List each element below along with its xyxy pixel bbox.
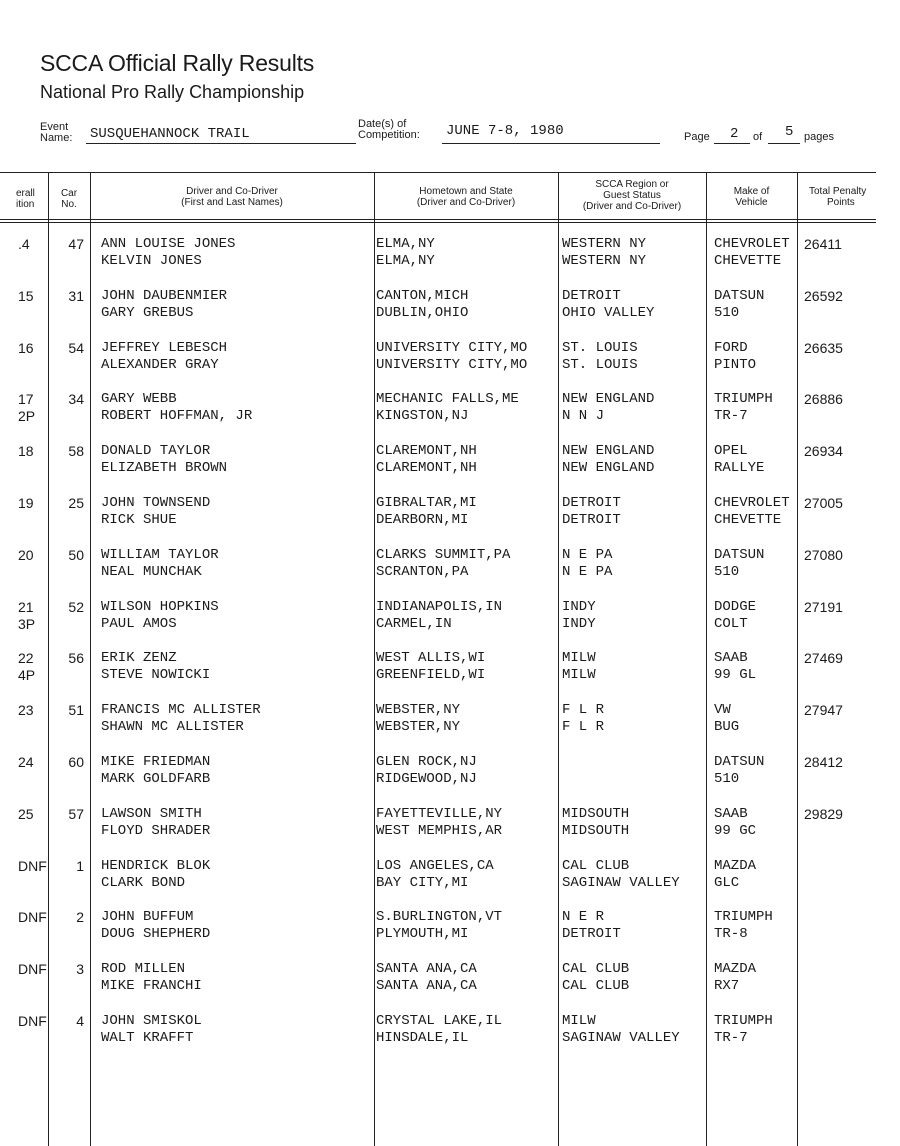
driver-name-cell: DONALD TAYLOR: [101, 443, 211, 459]
vehicle-make-cell: DODGE: [714, 599, 757, 615]
driver-region-cell: CAL CLUB: [562, 961, 630, 977]
codriver-name-cell: CLARK BOND: [101, 875, 186, 891]
position-cell: 25: [18, 806, 34, 822]
driver-name-cell: JOHN BUFFUM: [101, 909, 194, 925]
position-cell: DNF: [18, 858, 47, 874]
codriver-name-cell: NEAL MUNCHAK: [101, 564, 202, 580]
vehicle-make-cell: SAAB: [714, 650, 748, 666]
table-top-border: [0, 172, 876, 173]
penalty-points-cell: 27947: [804, 702, 843, 718]
date-label: Date(s) of Competition:: [358, 118, 420, 141]
codriver-region-cell: MILW: [562, 667, 596, 683]
penalty-points-cell: 28412: [804, 754, 843, 770]
codriver-hometown-cell: GREENFIELD,WI: [376, 667, 486, 683]
position-cell: 24: [18, 754, 34, 770]
vehicle-model-cell: RALLYE: [714, 460, 765, 476]
codriver-hometown-cell: PLYMOUTH,MI: [376, 926, 469, 942]
position-cell: 20: [18, 547, 34, 563]
col-header-car: Car No.: [60, 188, 78, 210]
penalty-points-cell: 27080: [804, 547, 843, 563]
col-divider-driver: [374, 172, 375, 1146]
total-pages-underline: [768, 143, 800, 144]
col-header-driver: Driver and Co-Driver (First and Last Names): [181, 186, 283, 208]
driver-hometown-cell: FAYETTEVILLE,NY: [376, 806, 503, 822]
car-number-cell: 1: [76, 858, 84, 874]
vehicle-make-cell: DATSUN: [714, 288, 765, 304]
driver-region-cell: MILW: [562, 650, 596, 666]
driver-hometown-cell: ELMA,NY: [376, 236, 435, 252]
codriver-region-cell: INDY: [562, 616, 596, 632]
codriver-hometown-cell: HINSDALE,IL: [376, 1030, 469, 1046]
position-class-cell: 3P: [18, 616, 36, 632]
codriver-region-cell: CAL CLUB: [562, 978, 630, 994]
driver-region-cell: NEW ENGLAND: [562, 391, 655, 407]
driver-hometown-cell: LOS ANGELES,CA: [376, 858, 494, 874]
codriver-hometown-cell: SANTA ANA,CA: [376, 978, 477, 994]
vehicle-model-cell: CHEVETTE: [714, 253, 782, 269]
event-label: Event Name:: [40, 121, 73, 144]
codriver-hometown-cell: DEARBORN,MI: [376, 512, 469, 528]
vehicle-model-cell: 99 GL: [714, 667, 757, 683]
driver-region-cell: F L R: [562, 702, 605, 718]
car-number-cell: 2: [76, 909, 84, 925]
driver-hometown-cell: INDIANAPOLIS,IN: [376, 599, 503, 615]
driver-name-cell: WILSON HOPKINS: [101, 599, 219, 615]
penalty-points-cell: 27191: [804, 599, 843, 615]
codriver-name-cell: ALEXANDER GRAY: [101, 357, 219, 373]
codriver-name-cell: PAUL AMOS: [101, 616, 177, 632]
codriver-name-cell: RICK SHUE: [101, 512, 177, 528]
date-value: JUNE 7-8, 1980: [446, 123, 564, 139]
codriver-region-cell: WESTERN NY: [562, 253, 647, 269]
driver-region-cell: WESTERN NY: [562, 236, 647, 252]
driver-hometown-cell: CRYSTAL LAKE,IL: [376, 1013, 503, 1029]
codriver-hometown-cell: ELMA,NY: [376, 253, 435, 269]
col-divider-make: [797, 172, 798, 1146]
page-number: 2: [730, 126, 739, 142]
driver-hometown-cell: MECHANIC FALLS,ME: [376, 391, 519, 407]
header-divider-1: [0, 219, 876, 220]
codriver-name-cell: GARY GREBUS: [101, 305, 194, 321]
col-header-points: Total Penalty Points: [809, 186, 867, 208]
driver-region-cell: MIDSOUTH: [562, 806, 630, 822]
driver-hometown-cell: S.BURLINGTON,VT: [376, 909, 503, 925]
page-title: SCCA Official Rally Results: [40, 50, 315, 76]
codriver-region-cell: OHIO VALLEY: [562, 305, 655, 321]
penalty-points-cell: 26592: [804, 288, 843, 304]
codriver-name-cell: ROBERT HOFFMAN, JR: [101, 408, 253, 424]
vehicle-model-cell: TR-8: [714, 926, 748, 942]
position-cell: 23: [18, 702, 34, 718]
car-number-cell: 34: [68, 391, 84, 407]
codriver-name-cell: KELVIN JONES: [101, 253, 202, 269]
total-pages: 5: [785, 124, 794, 140]
codriver-region-cell: N N J: [562, 408, 605, 424]
of-label: of: [753, 131, 763, 143]
car-number-cell: 25: [68, 495, 84, 511]
car-number-cell: 56: [68, 650, 84, 666]
codriver-region-cell: SAGINAW VALLEY: [562, 875, 680, 891]
vehicle-make-cell: DATSUN: [714, 547, 765, 563]
car-number-cell: 60: [68, 754, 84, 770]
position-class-cell: 4P: [18, 667, 36, 683]
driver-hometown-cell: CLARKS SUMMIT,PA: [376, 547, 511, 563]
col-divider-car: [90, 172, 91, 1146]
driver-name-cell: FRANCIS MC ALLISTER: [101, 702, 261, 718]
col-header-make: Make of Vehicle: [733, 186, 770, 208]
driver-region-cell: CAL CLUB: [562, 858, 630, 874]
car-number-cell: 50: [68, 547, 84, 563]
codriver-name-cell: ELIZABETH BROWN: [101, 460, 228, 476]
codriver-name-cell: MIKE FRANCHI: [101, 978, 202, 994]
position-cell: DNF: [18, 1013, 47, 1029]
driver-region-cell: DETROIT: [562, 288, 621, 304]
car-number-cell: 47: [68, 236, 84, 252]
vehicle-model-cell: 510: [714, 771, 740, 787]
driver-hometown-cell: WEST ALLIS,WI: [376, 650, 486, 666]
vehicle-model-cell: TR-7: [714, 408, 748, 424]
event-name-underline: [86, 143, 356, 144]
codriver-region-cell: SAGINAW VALLEY: [562, 1030, 680, 1046]
driver-name-cell: JOHN TOWNSEND: [101, 495, 211, 511]
driver-region-cell: DETROIT: [562, 495, 621, 511]
vehicle-model-cell: PINTO: [714, 357, 757, 373]
driver-hometown-cell: WEBSTER,NY: [376, 702, 461, 718]
driver-region-cell: INDY: [562, 599, 596, 615]
vehicle-make-cell: TRIUMPH: [714, 909, 773, 925]
codriver-name-cell: FLOYD SHRADER: [101, 823, 211, 839]
driver-name-cell: ERIK ZENZ: [101, 650, 177, 666]
header-divider-2: [0, 222, 876, 223]
driver-name-cell: GARY WEBB: [101, 391, 177, 407]
car-number-cell: 51: [68, 702, 84, 718]
position-cell: DNF: [18, 909, 47, 925]
codriver-hometown-cell: CARMEL,IN: [376, 616, 452, 632]
codriver-hometown-cell: BAY CITY,MI: [376, 875, 469, 891]
vehicle-make-cell: FORD: [714, 340, 748, 356]
driver-name-cell: JOHN DAUBENMIER: [101, 288, 228, 304]
car-number-cell: 3: [76, 961, 84, 977]
driver-name-cell: ROD MILLEN: [101, 961, 186, 977]
codriver-name-cell: MARK GOLDFARB: [101, 771, 211, 787]
vehicle-model-cell: RX7: [714, 978, 740, 994]
position-cell: 21: [18, 599, 34, 615]
codriver-name-cell: DOUG SHEPHERD: [101, 926, 211, 942]
position-cell: DNF: [18, 961, 47, 977]
penalty-points-cell: 26635: [804, 340, 843, 356]
driver-name-cell: ANN LOUISE JONES: [101, 236, 236, 252]
position-class-cell: 2P: [18, 408, 36, 424]
position-cell: 17: [18, 391, 34, 407]
car-number-cell: 4: [76, 1013, 84, 1029]
pages-label: pages: [804, 131, 834, 143]
driver-region-cell: MILW: [562, 1013, 596, 1029]
codriver-hometown-cell: DUBLIN,OHIO: [376, 305, 469, 321]
codriver-hometown-cell: UNIVERSITY CITY,MO: [376, 357, 528, 373]
vehicle-make-cell: MAZDA: [714, 961, 757, 977]
driver-name-cell: WILLIAM TAYLOR: [101, 547, 219, 563]
codriver-hometown-cell: WEST MEMPHIS,AR: [376, 823, 503, 839]
vehicle-make-cell: TRIUMPH: [714, 391, 773, 407]
penalty-points-cell: 29829: [804, 806, 843, 822]
date-underline: [442, 143, 660, 144]
codriver-region-cell: NEW ENGLAND: [562, 460, 655, 476]
vehicle-model-cell: 510: [714, 564, 740, 580]
codriver-region-cell: F L R: [562, 719, 605, 735]
penalty-points-cell: 26934: [804, 443, 843, 459]
codriver-region-cell: DETROIT: [562, 926, 621, 942]
codriver-hometown-cell: SCRANTON,PA: [376, 564, 469, 580]
position-cell: 16: [18, 340, 34, 356]
penalty-points-cell: 26886: [804, 391, 843, 407]
vehicle-model-cell: TR-7: [714, 1030, 748, 1046]
vehicle-model-cell: GLC: [714, 875, 740, 891]
position-cell: 18: [18, 443, 34, 459]
vehicle-model-cell: BUG: [714, 719, 740, 735]
car-number-cell: 58: [68, 443, 84, 459]
driver-hometown-cell: GIBRALTAR,MI: [376, 495, 477, 511]
car-number-cell: 57: [68, 806, 84, 822]
penalty-points-cell: 27469: [804, 650, 843, 666]
driver-hometown-cell: SANTA ANA,CA: [376, 961, 477, 977]
vehicle-model-cell: 99 GC: [714, 823, 757, 839]
codriver-hometown-cell: CLAREMONT,NH: [376, 460, 477, 476]
penalty-points-cell: 27005: [804, 495, 843, 511]
vehicle-model-cell: COLT: [714, 616, 748, 632]
vehicle-make-cell: VW: [714, 702, 731, 718]
codriver-region-cell: MIDSOUTH: [562, 823, 630, 839]
col-header-region: SCCA Region or Guest Status (Driver and Co-Driver): [582, 179, 682, 212]
col-header-hometown: Hometown and State (Driver and Co-Driver): [416, 186, 516, 208]
vehicle-make-cell: CHEVROLET: [714, 495, 790, 511]
codriver-hometown-cell: RIDGEWOOD,NJ: [376, 771, 477, 787]
col-divider-hometown: [558, 172, 559, 1146]
position-cell: 22: [18, 650, 34, 666]
vehicle-model-cell: 510: [714, 305, 740, 321]
driver-region-cell: NEW ENGLAND: [562, 443, 655, 459]
driver-name-cell: JEFFREY LEBESCH: [101, 340, 228, 356]
position-cell: 19: [18, 495, 34, 511]
col-header-position: erall ition: [16, 188, 35, 210]
vehicle-make-cell: MAZDA: [714, 858, 757, 874]
codriver-name-cell: SHAWN MC ALLISTER: [101, 719, 244, 735]
col-divider-region: [706, 172, 707, 1146]
driver-hometown-cell: CLAREMONT,NH: [376, 443, 477, 459]
car-number-cell: 54: [68, 340, 84, 356]
vehicle-make-cell: OPEL: [714, 443, 748, 459]
driver-name-cell: HENDRICK BLOK: [101, 858, 211, 874]
codriver-name-cell: WALT KRAFFT: [101, 1030, 194, 1046]
vehicle-model-cell: CHEVETTE: [714, 512, 782, 528]
codriver-region-cell: DETROIT: [562, 512, 621, 528]
driver-name-cell: LAWSON SMITH: [101, 806, 202, 822]
driver-region-cell: N E PA: [562, 547, 613, 563]
driver-region-cell: N E R: [562, 909, 605, 925]
driver-name-cell: JOHN SMISKOL: [101, 1013, 202, 1029]
codriver-hometown-cell: WEBSTER,NY: [376, 719, 461, 735]
codriver-region-cell: N E PA: [562, 564, 613, 580]
vehicle-make-cell: TRIUMPH: [714, 1013, 773, 1029]
car-number-cell: 31: [68, 288, 84, 304]
page-label: Page: [684, 131, 710, 143]
page-subtitle: National Pro Rally Championship: [40, 82, 305, 102]
vehicle-make-cell: DATSUN: [714, 754, 765, 770]
driver-region-cell: ST. LOUIS: [562, 340, 638, 356]
codriver-name-cell: STEVE NOWICKI: [101, 667, 211, 683]
car-number-cell: 52: [68, 599, 84, 615]
driver-hometown-cell: UNIVERSITY CITY,MO: [376, 340, 528, 356]
penalty-points-cell: 26411: [804, 236, 842, 252]
driver-hometown-cell: GLEN ROCK,NJ: [376, 754, 477, 770]
vehicle-make-cell: CHEVROLET: [714, 236, 790, 252]
codriver-hometown-cell: KINGSTON,NJ: [376, 408, 469, 424]
codriver-region-cell: ST. LOUIS: [562, 357, 638, 373]
driver-hometown-cell: CANTON,MICH: [376, 288, 469, 304]
driver-name-cell: MIKE FRIEDMAN: [101, 754, 211, 770]
position-cell: 15: [18, 288, 34, 304]
position-cell: .4: [18, 236, 30, 252]
vehicle-make-cell: SAAB: [714, 806, 748, 822]
page-number-underline: [714, 143, 750, 144]
event-name: SUSQUEHANNOCK TRAIL: [90, 126, 250, 142]
